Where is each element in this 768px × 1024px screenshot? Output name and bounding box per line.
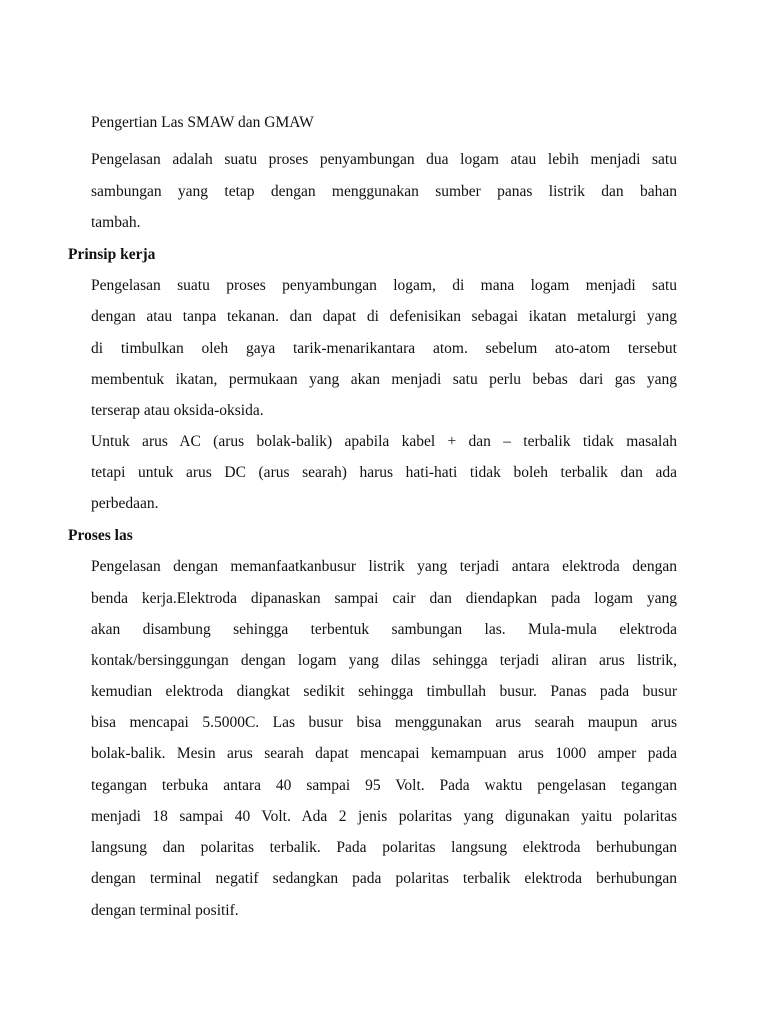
paragraph-line: tegangan terbuka antara 40 sampai 95 Volt. Pada waktu pengelasan tegangan	[91, 777, 677, 794]
paragraph-line: kontak/bersinggungan dengan logam yang dilas sehingga terjadi aliran arus listrik,	[91, 652, 677, 669]
paragraph-line: bisa mencapai 5.5000C. Las busur bisa menggunakan arus searah maupun arus	[91, 714, 677, 731]
paragraph-line: langsung dan polaritas terbalik. Pada polaritas langsung elektroda berhubungan	[91, 839, 677, 856]
paragraph-line: Pengelasan dengan memanfaatkanbusur listrik yang terjadi antara elektroda dengan	[91, 558, 677, 575]
paragraph-line: dengan terminal positif.	[91, 902, 239, 919]
paragraph-line: perbedaan.	[91, 495, 159, 512]
paragraph-line: dengan terminal negatif sedangkan pada polaritas terbalik elektroda berhubungan	[91, 870, 677, 887]
paragraph-line: benda kerja.Elektroda dipanaskan sampai cair dan diendapkan pada logam yang	[91, 590, 677, 607]
paragraph-line: Pengelasan adalah suatu proses penyambungan dua logam atau lebih menjadi satu	[91, 151, 677, 168]
paragraph-line: di timbulkan oleh gaya tarik-menarikantara atom. sebelum ato-atom tersebut	[91, 340, 677, 357]
section-heading-prinsip: Prinsip kerja	[68, 246, 156, 263]
paragraph-line: sambungan yang tetap dengan menggunakan sumber panas listrik dan bahan	[91, 183, 677, 200]
paragraph-line: Pengelasan suatu proses penyambungan logam, di mana logam menjadi satu	[91, 277, 677, 294]
paragraph-line: Untuk arus AC (arus bolak-balik) apabila kabel + dan – terbalik tidak masalah	[91, 433, 677, 450]
section-heading-proses: Proses las	[68, 527, 133, 544]
paragraph-line: membentuk ikatan, permukaan yang akan menjadi satu perlu bebas dari gas yang	[91, 371, 677, 388]
paragraph-line: akan disambung sehingga terbentuk sambungan las. Mula-mula elektroda	[91, 621, 677, 638]
paragraph-line: tetapi untuk arus DC (arus searah) harus hati-hati tidak boleh terbalik dan ada	[91, 464, 677, 481]
paragraph-line: tambah.	[91, 214, 141, 231]
paragraph-line: terserap atau oksida-oksida.	[91, 402, 264, 419]
document-title: Pengertian Las SMAW dan GMAW	[91, 114, 314, 131]
paragraph-line: kemudian elektroda diangkat sedikit sehingga timbullah busur. Panas pada busur	[91, 683, 677, 700]
paragraph-line: menjadi 18 sampai 40 Volt. Ada 2 jenis polaritas yang digunakan yaitu polaritas	[91, 808, 677, 825]
paragraph-line: dengan atau tanpa tekanan. dan dapat di defenisikan sebagai ikatan metalurgi yang	[91, 308, 677, 325]
paragraph-line: bolak-balik. Mesin arus searah dapat mencapai kemampuan arus 1000 amper pada	[91, 745, 677, 762]
